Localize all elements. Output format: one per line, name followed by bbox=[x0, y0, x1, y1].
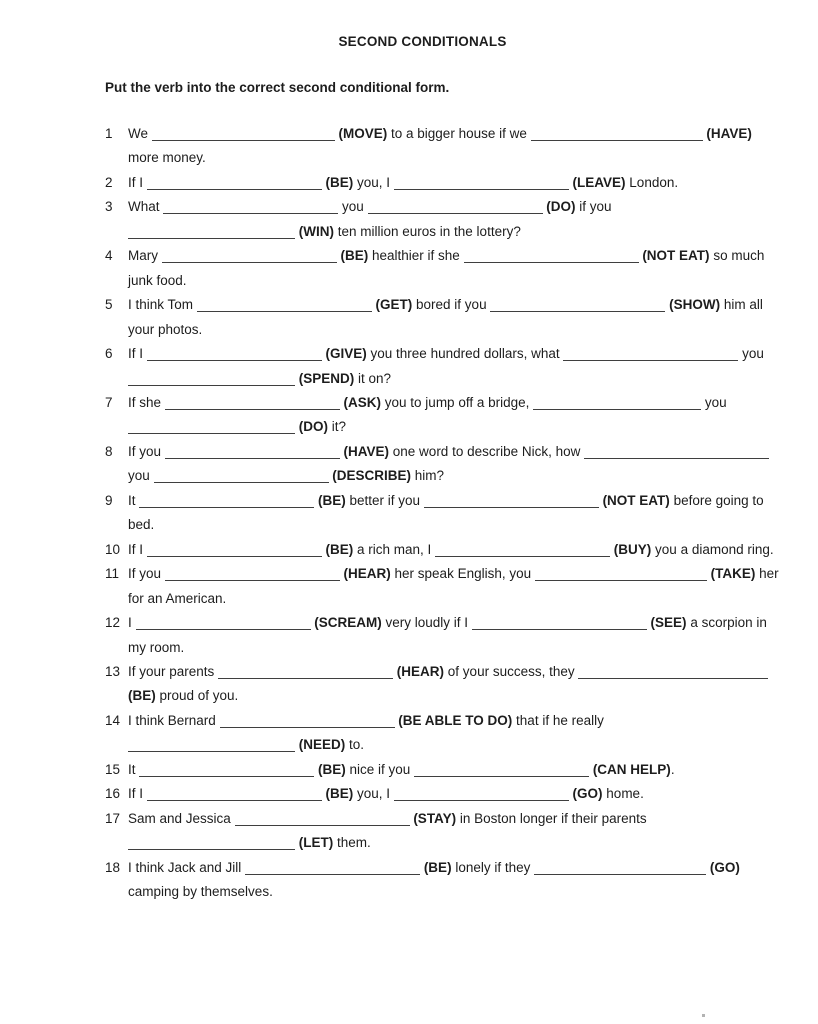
question-body bbox=[128, 391, 770, 440]
question-text: for an American. bbox=[128, 590, 227, 606]
question-text: more money. bbox=[128, 150, 206, 166]
answer-blank bbox=[139, 764, 314, 777]
question-text: If I bbox=[128, 541, 147, 557]
verb-hint: (BE ABLE TO DO) bbox=[394, 712, 513, 728]
verb-hint: (HAVE) bbox=[702, 126, 752, 141]
question-text: ten million euros in the lottery? bbox=[333, 223, 521, 239]
question-text: before going to bbox=[669, 492, 764, 508]
question-line bbox=[128, 782, 770, 806]
question-number: 10 bbox=[105, 541, 121, 557]
question-row bbox=[105, 660, 770, 709]
question-body bbox=[128, 122, 770, 171]
question-text: your photos. bbox=[128, 321, 203, 337]
answer-blank bbox=[128, 373, 295, 386]
verb-hint: (DESCRIBE) bbox=[328, 468, 412, 484]
verb-hint: (HAVE) bbox=[339, 443, 390, 459]
answer-blank bbox=[368, 201, 543, 214]
answer-blank bbox=[490, 299, 665, 312]
question-text: it on? bbox=[354, 370, 392, 386]
verb-hint: (HEAR) bbox=[393, 663, 445, 679]
question-text: camping by themselves. bbox=[128, 884, 273, 900]
question-body bbox=[128, 244, 770, 293]
question-text: If I bbox=[128, 786, 147, 802]
answer-blank bbox=[235, 813, 410, 826]
question-text: one word to describe Nick, how bbox=[389, 443, 585, 459]
question-number: 15 bbox=[105, 761, 121, 777]
question-line bbox=[128, 733, 770, 757]
question-text: I bbox=[128, 615, 136, 631]
question-line bbox=[128, 269, 770, 293]
answer-blank bbox=[394, 177, 569, 190]
question-line bbox=[128, 489, 770, 513]
question-line bbox=[128, 220, 770, 244]
question-text: you bbox=[738, 346, 764, 362]
verb-hint: (ASK) bbox=[339, 394, 382, 410]
question-body bbox=[128, 807, 770, 856]
verb-hint: (NOT EAT) bbox=[598, 492, 670, 508]
question-body bbox=[128, 660, 770, 709]
answer-blank bbox=[472, 617, 647, 630]
question-line bbox=[128, 122, 770, 146]
question-text: if you bbox=[575, 199, 612, 215]
question-line bbox=[128, 195, 770, 219]
question-text: you bbox=[128, 468, 154, 484]
question-text: my room. bbox=[128, 639, 185, 655]
question-number: 12 bbox=[105, 615, 121, 631]
question-line bbox=[128, 807, 770, 831]
verb-hint: (BE) bbox=[321, 786, 354, 802]
verb-hint: (CAN HELP) bbox=[589, 761, 671, 777]
answer-blank bbox=[165, 568, 340, 581]
verb-hint: (BE) bbox=[314, 761, 346, 777]
question-line bbox=[128, 415, 770, 439]
verb-hint: (LET) bbox=[295, 835, 334, 851]
question-line bbox=[128, 367, 770, 391]
answer-blank bbox=[147, 544, 322, 557]
question-text: junk food. bbox=[128, 272, 187, 288]
question-line bbox=[128, 831, 770, 855]
answer-blank bbox=[584, 446, 769, 459]
question-line bbox=[128, 660, 770, 684]
question-text: you three hundred dollars, what bbox=[366, 346, 564, 362]
answer-blank bbox=[218, 666, 393, 679]
question-text: of your success, they bbox=[444, 663, 579, 679]
answer-blank bbox=[578, 666, 768, 679]
question-text: It bbox=[128, 761, 140, 777]
question-body bbox=[128, 171, 770, 195]
question-line bbox=[128, 880, 770, 904]
verb-hint: (SHOW) bbox=[665, 297, 721, 313]
verb-hint: (NOT EAT) bbox=[638, 248, 710, 264]
verb-hint: (BE) bbox=[128, 688, 156, 704]
answer-blank bbox=[563, 348, 738, 361]
verb-hint: (HEAR) bbox=[339, 566, 391, 582]
question-number: 2 bbox=[105, 174, 113, 190]
question-row bbox=[105, 538, 774, 562]
question-text: very loudly if I bbox=[381, 615, 472, 631]
answer-blank bbox=[152, 128, 335, 141]
verb-hint: (GO) bbox=[706, 859, 740, 875]
question-text: bored if you bbox=[412, 297, 491, 313]
answer-blank bbox=[162, 250, 337, 263]
question-text: you a diamond ring. bbox=[651, 541, 774, 557]
verb-hint: (NEED) bbox=[295, 737, 346, 753]
question-number: 17 bbox=[105, 810, 121, 826]
verb-hint: (BE) bbox=[336, 248, 369, 264]
question-text: Mary bbox=[128, 248, 162, 264]
question-number: 13 bbox=[105, 663, 121, 679]
question-text: to. bbox=[345, 737, 365, 753]
answer-blank bbox=[128, 421, 295, 434]
question-line bbox=[128, 709, 770, 733]
question-number: 14 bbox=[105, 712, 121, 728]
verb-hint: (SEE) bbox=[646, 615, 687, 631]
answer-blank bbox=[534, 862, 706, 875]
answer-blank bbox=[414, 764, 589, 777]
question-text: We bbox=[128, 126, 152, 141]
question-line bbox=[128, 538, 774, 562]
answer-blank bbox=[165, 446, 340, 459]
answer-blank bbox=[147, 788, 322, 801]
question-line bbox=[128, 587, 770, 611]
answer-blank bbox=[394, 788, 569, 801]
question-text: Sam and Jessica bbox=[128, 810, 235, 826]
question-text: you, I bbox=[353, 786, 394, 802]
answer-blank bbox=[535, 568, 707, 581]
question-row bbox=[105, 440, 770, 489]
question-line bbox=[128, 856, 770, 880]
question-body bbox=[128, 611, 770, 660]
scan-artifact-dot bbox=[702, 1014, 705, 1017]
question-text: I think Jack and Jill bbox=[128, 859, 246, 875]
question-line bbox=[128, 562, 779, 586]
question-row bbox=[105, 195, 770, 244]
question-body bbox=[128, 342, 770, 391]
question-row bbox=[105, 489, 770, 538]
verb-hint: (DO) bbox=[295, 419, 328, 435]
question-text: What bbox=[128, 199, 164, 215]
question-line bbox=[128, 758, 770, 782]
answer-blank bbox=[464, 250, 639, 263]
question-line bbox=[128, 464, 770, 488]
answer-blank bbox=[245, 862, 420, 875]
verb-hint: (BE) bbox=[314, 492, 346, 508]
answer-blank bbox=[424, 495, 599, 508]
verb-hint: (BE) bbox=[420, 859, 452, 875]
question-number: 1 bbox=[105, 126, 113, 141]
question-text: you to jump off a bridge, bbox=[381, 394, 534, 410]
question-text: proud of you. bbox=[155, 688, 239, 704]
answer-blank bbox=[139, 495, 314, 508]
question-text: If your parents bbox=[128, 663, 219, 679]
question-number: 8 bbox=[105, 443, 113, 459]
question-body bbox=[128, 782, 770, 806]
question-number: 4 bbox=[105, 248, 113, 264]
question-text: bed. bbox=[128, 517, 155, 533]
question-number: 11 bbox=[105, 566, 120, 582]
question-row bbox=[105, 562, 779, 611]
question-text: it? bbox=[328, 419, 347, 435]
question-text: London. bbox=[625, 174, 679, 190]
answer-blank bbox=[531, 128, 703, 141]
question-text: him? bbox=[411, 468, 445, 484]
question-text: nice if you bbox=[345, 761, 415, 777]
worksheet-instruction: Put the verb into the correct second conditional form. bbox=[105, 80, 450, 95]
question-text: a rich man, I bbox=[353, 541, 436, 557]
question-text: that if he really bbox=[512, 712, 604, 728]
question-text: you bbox=[338, 199, 368, 215]
verb-hint: (SCREAM) bbox=[310, 615, 382, 631]
answer-blank bbox=[533, 397, 701, 410]
question-text: him all bbox=[720, 297, 763, 313]
question-body bbox=[128, 293, 770, 342]
verb-hint: (GO) bbox=[568, 786, 603, 802]
verb-hint: (BE) bbox=[321, 174, 354, 190]
question-text: I think Tom bbox=[128, 297, 197, 313]
verb-hint: (BE) bbox=[321, 541, 354, 557]
question-text: her bbox=[755, 566, 779, 582]
question-row bbox=[105, 807, 770, 856]
verb-hint: (GET) bbox=[371, 297, 413, 313]
question-body bbox=[128, 489, 770, 538]
question-text: lonely if they bbox=[451, 859, 535, 875]
question-text: a scorpion in bbox=[686, 615, 767, 631]
answer-blank bbox=[147, 177, 322, 190]
verb-hint: (LEAVE) bbox=[568, 174, 626, 190]
question-row bbox=[105, 611, 770, 660]
question-number: 18 bbox=[105, 859, 121, 875]
question-text: If you bbox=[128, 566, 165, 582]
question-line bbox=[128, 146, 770, 170]
question-row bbox=[105, 171, 770, 195]
question-row bbox=[105, 122, 770, 171]
verb-hint: (GIVE) bbox=[321, 346, 367, 362]
question-text: If you bbox=[128, 443, 165, 459]
question-number: 16 bbox=[105, 786, 121, 802]
question-line bbox=[128, 611, 770, 635]
question-line bbox=[128, 342, 770, 366]
question-row bbox=[105, 293, 770, 342]
verb-hint: (MOVE) bbox=[334, 126, 388, 141]
question-text: to a bigger house if we bbox=[387, 126, 531, 141]
answer-blank bbox=[163, 201, 338, 214]
question-line bbox=[128, 318, 770, 342]
question-body bbox=[128, 195, 770, 244]
question-text: home. bbox=[602, 786, 644, 802]
question-line bbox=[128, 440, 770, 464]
question-body bbox=[128, 562, 779, 611]
question-line bbox=[128, 684, 770, 708]
answer-blank bbox=[136, 617, 311, 630]
question-row bbox=[105, 709, 770, 758]
question-line bbox=[128, 636, 770, 660]
question-text: her speak English, you bbox=[390, 566, 535, 582]
question-text: healthier if she bbox=[368, 248, 464, 264]
question-text: I think Bernard bbox=[128, 712, 220, 728]
question-line bbox=[128, 513, 770, 537]
question-body bbox=[128, 538, 774, 562]
question-text: them. bbox=[333, 835, 371, 851]
question-text: . bbox=[670, 761, 675, 777]
question-text: you bbox=[701, 394, 727, 410]
question-text: If she bbox=[128, 394, 165, 410]
question-number: 6 bbox=[105, 346, 113, 362]
question-text: so much bbox=[709, 248, 765, 264]
verb-hint: (SPEND) bbox=[295, 370, 355, 386]
verb-hint: (BUY) bbox=[610, 541, 652, 557]
question-row bbox=[105, 391, 770, 440]
question-row bbox=[105, 758, 770, 782]
question-text: It bbox=[128, 492, 140, 508]
answer-blank bbox=[435, 544, 610, 557]
question-row bbox=[105, 782, 770, 806]
question-text: in Boston longer if their parents bbox=[456, 810, 647, 826]
answer-blank bbox=[197, 299, 372, 312]
question-text: If I bbox=[128, 346, 147, 362]
question-row bbox=[105, 244, 770, 293]
question-body bbox=[128, 856, 770, 905]
question-line bbox=[128, 244, 770, 268]
verb-hint: (WIN) bbox=[295, 223, 334, 239]
answer-blank bbox=[128, 226, 295, 239]
verb-hint: (DO) bbox=[542, 199, 576, 215]
question-text: you, I bbox=[353, 174, 394, 190]
question-row bbox=[105, 856, 770, 905]
worksheet-title: SECOND CONDITIONALS bbox=[338, 34, 507, 49]
verb-hint: (TAKE) bbox=[706, 566, 756, 582]
questions-list bbox=[105, 122, 779, 905]
question-line bbox=[128, 171, 770, 195]
question-number: 9 bbox=[105, 492, 113, 508]
answer-blank bbox=[220, 715, 395, 728]
question-body bbox=[128, 758, 770, 782]
question-row bbox=[105, 342, 770, 391]
verb-hint: (STAY) bbox=[409, 810, 457, 826]
answer-blank bbox=[128, 739, 295, 752]
answer-blank bbox=[147, 348, 322, 361]
question-line bbox=[128, 391, 770, 415]
answer-blank bbox=[165, 397, 340, 410]
question-body bbox=[128, 709, 770, 758]
question-number: 5 bbox=[105, 297, 113, 313]
question-number: 3 bbox=[105, 199, 113, 215]
answer-blank bbox=[154, 470, 329, 483]
answer-blank bbox=[128, 837, 295, 850]
question-text: better if you bbox=[345, 492, 424, 508]
question-text: If I bbox=[128, 174, 147, 190]
question-number: 7 bbox=[105, 394, 113, 410]
question-body bbox=[128, 440, 770, 489]
question-line bbox=[128, 293, 770, 317]
